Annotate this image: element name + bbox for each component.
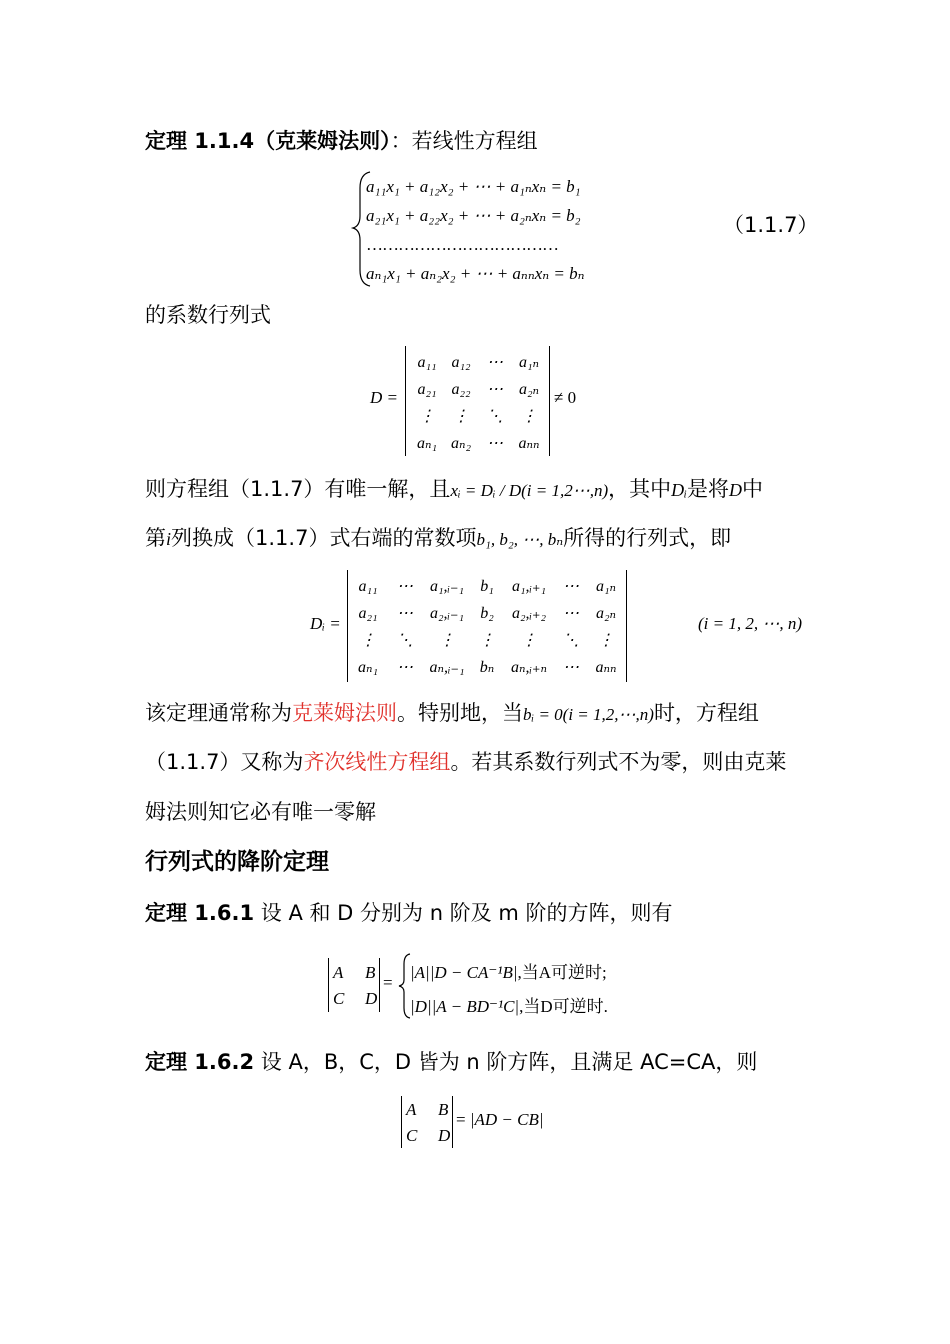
det-cell: a₂,ᵢ₊₂ [511, 605, 547, 622]
block2-a: A [406, 1100, 417, 1119]
det-cell: ⋮ [439, 632, 455, 649]
det-cell: ⋮ [521, 408, 537, 425]
rhs-expression: |AD − CB| [469, 1110, 544, 1129]
det-cell: ⋮ [360, 632, 376, 649]
block2-b: B [438, 1100, 449, 1119]
det-cell: b₁ [480, 578, 494, 595]
section-heading: 行列式的降阶定理 [145, 849, 329, 875]
para1-line2 [145, 523, 731, 555]
det-cell: ⋯ [563, 605, 579, 622]
linear-system [366, 172, 585, 288]
theorem-1-6-1-text: 设 A 和 D 分别为 n 阶及 m 阶的方阵，则有 [254, 901, 673, 925]
formula-bi-zero: bᵢ = 0(i = 1,2,⋯,n) [523, 705, 654, 724]
block2-c: C [406, 1126, 418, 1145]
case2-condition: ,当D可逆时. [519, 997, 608, 1016]
block-det-right-bar [379, 958, 380, 1012]
system-row-2: a₂₁x₁ + a₂₂x₂ + ⋯ + a₂ₙxₙ = b₂ [366, 206, 581, 225]
para1-text-a: 则方程组（1.1.7）有唯一解，且 [145, 477, 451, 501]
para2-text-c: 时，方程组 [653, 701, 759, 725]
para2-text-e: 。若其系数行列式不为零，则由克莱 [450, 750, 787, 774]
det-cell: a₁₁ [417, 354, 437, 371]
theorem-1-6-1-label: 定理 1.6.1 [145, 901, 255, 925]
det-di-matrix [350, 572, 624, 680]
det-cell: ⋯ [487, 354, 503, 371]
det-cell: ⋮ [453, 408, 469, 425]
det-cell: bₙ [479, 659, 495, 676]
det-row [350, 653, 624, 680]
symbol-i: i [166, 529, 172, 549]
det-d-rhs: ≠ 0 [554, 388, 577, 407]
det-d-lhs: D = [370, 388, 398, 407]
equals-sign: = [383, 973, 393, 992]
det-di-range: (i = 1, 2, ⋯, n) [698, 614, 803, 633]
det-cell: ⋮ [521, 632, 537, 649]
det-cell: a₁,ᵢ₊₁ [511, 578, 547, 595]
para1-text-f: 列换成（1.1.7）式右端的常数项 [171, 526, 477, 550]
para1-text-g: 所得的行列式，即 [563, 526, 732, 550]
symbol-d: D [729, 480, 742, 500]
equation-number-1-1-7: （1.1.7） [723, 213, 819, 237]
det-cell: ⋮ [419, 408, 435, 425]
det-cell: ⋯ [397, 659, 413, 676]
det-cell: ⋯ [563, 659, 579, 676]
para2-text-b: 。特别地，当 [397, 701, 523, 725]
theorem-1-1-4-line [145, 126, 538, 156]
det-cell: ⋱ [487, 408, 503, 425]
para1-line1 [145, 474, 763, 506]
det-cell: aₙ,ᵢ₋₁ [429, 659, 465, 676]
det-cell: a₂ₙ [595, 605, 617, 622]
para1-text-b: ，其中 [608, 477, 672, 501]
block-c: C [333, 989, 345, 1008]
theorem-1-1-4-label: 定理 1.1.4（克莱姆法则） [145, 129, 391, 153]
det-cell: a₂,ᵢ₋₁ [429, 605, 465, 622]
para2-text-d: （1.1.7）又称为 [145, 750, 304, 774]
theorem-1-6-2-label: 定理 1.6.2 [145, 1050, 255, 1074]
case1-condition: ,当A可逆时; [517, 963, 607, 982]
det-cell: aₙ,ᵢ₊ₙ [511, 659, 547, 676]
det-cell: ⋱ [563, 632, 579, 649]
det-cell: ⋯ [397, 605, 413, 622]
block-a: A [333, 963, 344, 982]
det-cell: ⋯ [487, 435, 503, 452]
block-det2-right-bar [452, 1096, 453, 1148]
block-det2-left-bar [401, 1096, 402, 1148]
para1-text-c: 是将 [687, 477, 729, 501]
theorem-1-6-2-rhs: = |AD − CB| [456, 1110, 544, 1129]
det-cell: a₁₁ [358, 578, 378, 595]
block-d: D [365, 989, 378, 1008]
constants-b: b₁, b₂, ⋯, bₙ [476, 530, 564, 549]
det-cell: a₁,ᵢ₋₁ [429, 578, 465, 595]
det-row [410, 348, 546, 375]
case1-expression: |A||D − CA⁻¹B| [410, 963, 518, 982]
det-d-right-bar [549, 346, 550, 456]
case2-expression: |D||A − BD⁻¹C| [410, 997, 520, 1016]
term-cramer-rule: 克莱姆法则 [292, 701, 397, 725]
system-row-3: ……………………………… [366, 235, 558, 254]
det-cell: a₂₂ [451, 381, 471, 398]
det-cell: a₂₁ [417, 381, 437, 398]
det-row [410, 429, 546, 456]
para2-text-a: 该定理通常称为 [145, 701, 292, 725]
det-d-left-bar [405, 346, 406, 456]
cases-161 [410, 956, 608, 1024]
det-cell: a₁₂ [451, 354, 471, 371]
det-di-lhs: Dᵢ = [310, 614, 341, 633]
det-row [350, 572, 624, 599]
det-cell: a₂ₙ [518, 381, 540, 398]
det-row [350, 626, 624, 653]
det-cell: aₙₙ [518, 435, 540, 452]
det-cell: ⋯ [487, 381, 503, 398]
block-det-left-bar [328, 958, 329, 1012]
det-row [350, 599, 624, 626]
symbol-di: Dᵢ [671, 480, 687, 500]
det-row [410, 402, 546, 429]
theorem-1-1-4-text: 若线性方程组 [411, 129, 538, 153]
para2-line3: 姆法则知它必有唯一零解 [145, 800, 376, 824]
system-row-4: aₙ₁x₁ + aₙ₂x₂ + ⋯ + aₙₙxₙ = bₙ [366, 264, 585, 283]
para2-line2 [145, 747, 786, 777]
det-cell: ⋮ [598, 632, 614, 649]
det-cell: aₙₙ [595, 659, 617, 676]
det-cell: aₙ₂ [450, 435, 472, 452]
det-cell: aₙ₁ [416, 435, 438, 452]
det-di-left-bar [347, 570, 348, 682]
det-cell: aₙ₁ [357, 659, 379, 676]
theorem-1-6-1-line [145, 898, 673, 928]
det-d-matrix [410, 348, 546, 456]
det-cell: ⋱ [397, 632, 413, 649]
det-cell: b₂ [480, 605, 494, 622]
theorem-1-6-2-line [145, 1047, 757, 1077]
det-cell: a₁ₙ [595, 578, 617, 595]
block-matrix-161 [333, 960, 377, 1012]
det-di-right-bar [626, 570, 627, 682]
det-cell: ⋮ [479, 632, 495, 649]
coefficient-determinant-intro: 的系数行列式 [145, 303, 271, 327]
para1-text-e: 第 [145, 526, 166, 550]
det-row [410, 375, 546, 402]
det-cell: a₁ₙ [518, 354, 540, 371]
system-row-1: a₁₁x₁ + a₁₂x₂ + ⋯ + a₁ₙxₙ = b₁ [366, 177, 581, 196]
para1-text-d: 中 [742, 477, 763, 501]
theorem-1-6-2-text: 设 A，B，C，D 皆为 n 阶方阵，且满足 AC=CA，则 [254, 1050, 758, 1074]
det-cell: ⋯ [397, 578, 413, 595]
block-b: B [365, 963, 376, 982]
para2-line1 [145, 698, 759, 730]
block-matrix-162 [406, 1097, 450, 1149]
term-homogeneous-system: 齐次线性方程组 [303, 750, 451, 774]
det-cell: ⋯ [563, 578, 579, 595]
block2-d: D [438, 1126, 451, 1145]
formula-xi: xᵢ = Dᵢ / D(i = 1,2⋯,n) [450, 481, 609, 500]
colon: ： [390, 129, 412, 153]
det-cell: a₂₁ [358, 605, 378, 622]
